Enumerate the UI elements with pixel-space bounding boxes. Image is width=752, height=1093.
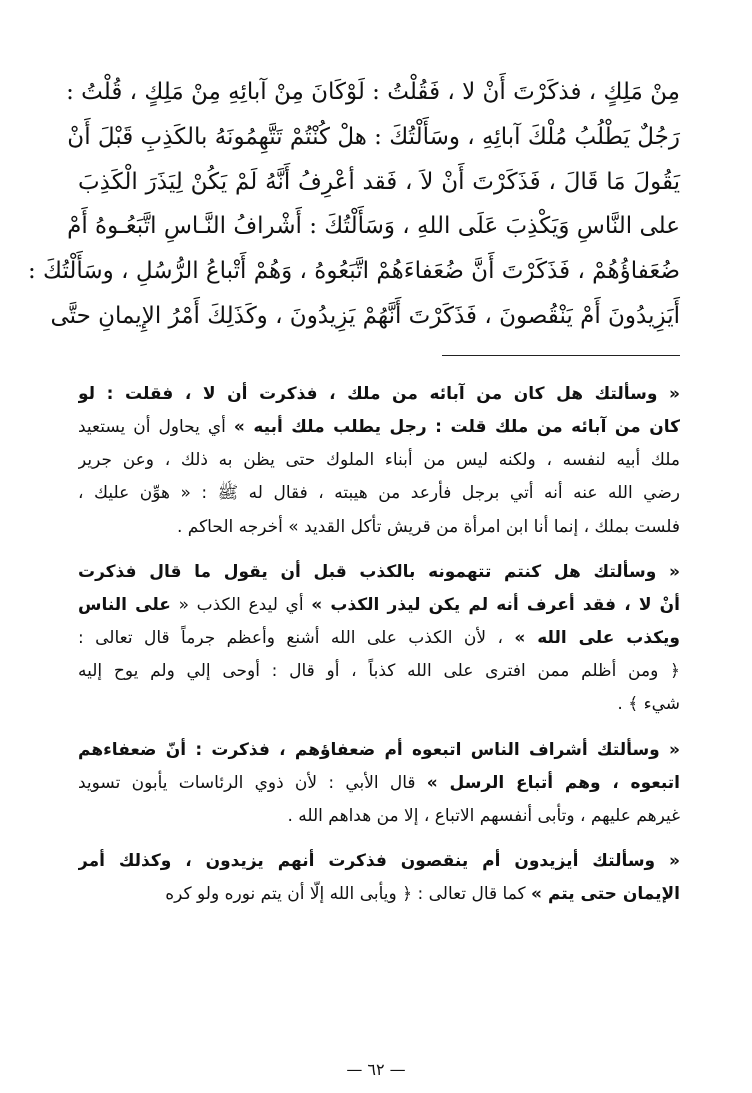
hadith-text-block <box>28 70 680 339</box>
commentary-segment: أي ليدع الكذب « <box>170 594 312 615</box>
commentary-segment: رضي الله عنه أنه أتي برجل فأرعد من هيبته ، فقال له ﷺ : « هوِّن عليك ، <box>78 483 680 504</box>
commentary-segment: قال الأبي : لأن ذوي الرئاسات يأبون تسويد <box>78 772 427 793</box>
commentary-segment: كما قال تعالى : ﴿ ويأبى الله إلّا أن يتم نوره ولو كره <box>165 884 532 905</box>
commentary-segment: أي يحاول أن يستعيد <box>78 416 234 437</box>
commentary-paragraph <box>78 378 680 544</box>
commentary-line <box>78 411 680 444</box>
quoted-hadith-segment: « وسألتك أشراف الناس اتبعوه أم ضعفاؤهم ، فذكرت : أنّ ضعفاءهم <box>78 739 680 760</box>
commentary-line <box>78 589 680 622</box>
commentary-segment: ملك أبيه لنفسه ، ولكنه ليس من أبناء الملوك حتى يظن به ذلك ، وعن جرير <box>78 450 680 471</box>
commentary-segment: فلست بملك ، إنما أنا ابن امرأة من قريش تأكل القديد » أخرجه الحاكم . <box>176 516 680 537</box>
commentary-paragraph <box>78 556 680 722</box>
commentary-line <box>78 511 680 544</box>
quoted-hadith-segment: « وسألتك هل كان من آبائه من ملك ، فذكرت أن لا ، فقلت : لو <box>78 383 680 404</box>
commentary-line <box>78 378 680 411</box>
quoted-hadith-segment: على الناس <box>78 594 171 615</box>
commentary-line <box>78 556 680 589</box>
commentary-line <box>78 734 680 767</box>
commentary-paragraph <box>78 845 680 911</box>
commentary-line <box>78 477 680 510</box>
hadith-line: على النَّاسِ وَيَكْذِبَ عَلَى اللهِ ، وَسَأَلْتُكَ : أَشْرافُ النَّـاسِ اتَّبَعُـوهُ أَمْ <box>67 213 680 240</box>
quoted-hadith-segment: « وسألتك أيزيدون أم ينقصون فذكرت أنهم يزيدون ، وكذلك أمر <box>78 851 680 872</box>
hadith-line: رَجُلٌ يَطْلُبُ مُلْكَ آبائِهِ ، وسَأَلْتُكَ : هلْ كُنْتُمْ تَتَّهِمُونَهُ بالكَذِبِ قَبْلَ أَنْ <box>67 123 680 150</box>
hadith-line: مِنْ مَلِكٍ ، فذكَرْتَ أَنْ لا ، فَقُلْتُ : لَوْكَانَ مِنْ آبائِهِ مِنْ مَلِكٍ ، قُلْتُ : <box>66 79 680 105</box>
quoted-hadith-segment: الإيمان حتى يتم » <box>531 884 680 905</box>
commentary-block <box>78 378 680 912</box>
commentary-line <box>78 800 680 833</box>
hadith-line: أَيَزِيدُونَ أَمْ يَنْقُصونَ ، فَذَكَرْتَ أَنَّهُمْ يَزِيدُونَ ، وكَذَلِكَ أَمْرُ الإِيمانِ حتَّى <box>50 302 680 329</box>
quoted-hadith-segment: اتبعوه ، وهم أتباع الرسل » <box>426 772 680 793</box>
commentary-segment: ، لأن الكذب على الله أشنع وأعظم جرماً قال تعالى : <box>78 628 515 649</box>
commentary-line <box>78 444 680 477</box>
commentary-line <box>78 655 680 688</box>
book-page <box>28 70 680 924</box>
hadith-line: ضُعَفاؤُهُمْ ، فَذَكَرْتَ أَنَّ ضُعَفاءَهُمْ اتَّبَعُوهُ ، وَهُمْ أَتْباعُ الرُّسُلِ ، وسَأَلْتُكَ : <box>28 258 680 285</box>
quoted-hadith-segment: كان من آبائه من ملك قلت : رجل يطلب ملك أبيه » <box>233 416 680 437</box>
commentary-line <box>78 845 680 878</box>
commentary-segment: شيء ﴾ . <box>617 694 680 715</box>
quoted-hadith-segment: ويكذب على الله » <box>514 628 680 649</box>
commentary-line <box>78 878 680 911</box>
quoted-hadith-segment: أنْ لا ، فقد أعرف أنه لم يكن ليذر الكذب » <box>311 594 680 615</box>
commentary-line <box>78 622 680 655</box>
footnote-separator-rule <box>442 355 680 356</box>
commentary-line <box>78 767 680 800</box>
commentary-segment: ﴿ ومن أظلم ممن افترى على الله كذباً ، أو قال : أوحى إلي ولم يوح إليه <box>78 661 680 682</box>
hadith-line: يَقُولَ مَا قَالَ ، فَذَكَرْتَ أَنْ لاَ ، فَقد أعْرِفُ أَنَّهُ لَمْ يَكُنْ لِيَذَرَ الْكَذِبَ <box>78 168 680 195</box>
commentary-segment: غيرهم عليهم ، وتأبى أنفسهم الاتباع ، إلا من هداهم الله . <box>287 806 680 827</box>
commentary-line <box>78 688 680 721</box>
quoted-hadith-segment: « وسألتك هل كنتم تتهمونه بالكذب قبل أن يقول ما قال فذكرت <box>78 561 680 582</box>
page-number: — ٦٢ — <box>346 1060 406 1079</box>
commentary-paragraph <box>78 734 680 834</box>
